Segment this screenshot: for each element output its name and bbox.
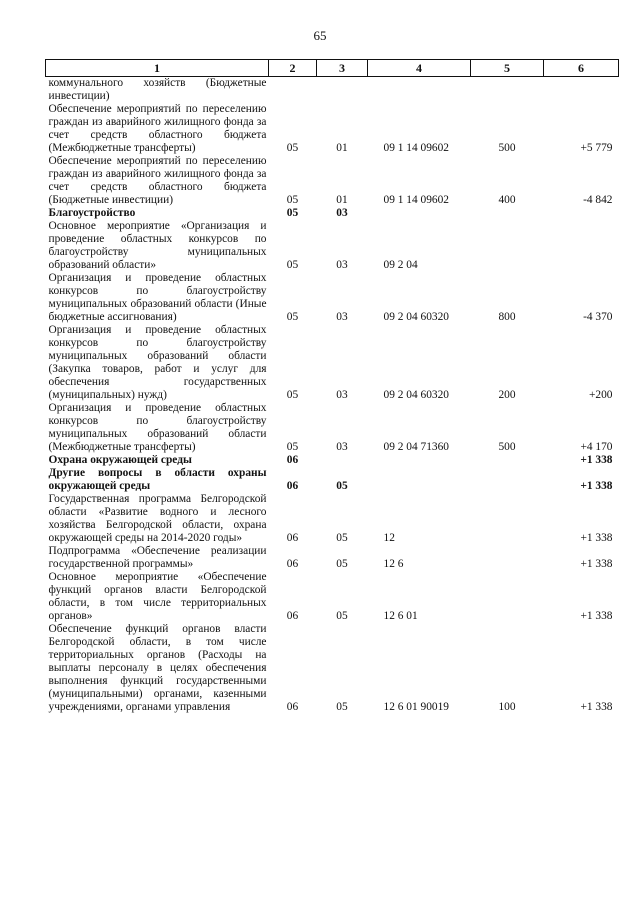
row-name: Другие вопросы в области охраны окружающей среды [48,467,267,492]
row-expense-type: 400 [498,194,516,206]
row-target-article: 09 2 04 60320 [383,389,449,401]
row-section: 06 [286,454,299,466]
row-amount: +1 338 [580,480,613,492]
table-row [46,272,619,324]
header-col-5: 5 [471,60,544,77]
row-target-article: 09 2 04 [383,259,418,271]
header-col-3: 3 [317,60,368,77]
row-section: 05 [286,142,299,154]
row-name: коммунального хозяйств (Бюджетные инвестиции) [48,77,267,102]
row-section: 06 [286,701,299,713]
row-expense-type [471,454,544,467]
row-name: Основное мероприятие «Организация и проведение областных конкурсов по благоустройству муниципальных образований области» [48,220,267,271]
row-section: 05 [286,311,299,323]
row-expense-type: 500 [498,142,516,154]
table-row [46,77,619,104]
row-amount: +1 338 [580,558,613,570]
row-expense-type: 100 [498,701,516,713]
row-section: 05 [286,194,299,206]
table-row [46,220,619,272]
row-section: 05 [286,441,299,453]
row-name: Организация и проведение областных конкурсов по благоустройству муниципальных образований области (Межбюджетные трансферты) [48,402,267,453]
row-name: Основное мероприятие «Обеспечение функций органов власти Белгородской области, в том числе территориальных органов» [48,571,267,622]
row-target-article: 09 1 14 09602 [383,142,449,154]
row-amount: -4 842 [583,194,613,206]
table-row [46,324,619,402]
row-target-article: 12 [383,532,395,544]
row-expense-type [471,571,544,623]
table-body [46,77,619,715]
table-row [46,493,619,545]
row-target-article [368,77,471,104]
row-name: Подпрограмма «Обеспечение реализации государственной программы» [48,545,267,570]
table-row [46,402,619,454]
row-name: Охрана окружающей среды [48,454,192,466]
row-subsection: 03 [336,207,348,219]
budget-table [45,59,619,714]
row-target-article [368,454,471,467]
table-row [46,103,619,155]
row-target-article [368,207,471,220]
row-amount [544,77,619,104]
row-subsection: 05 [336,610,348,622]
row-target-article: 09 1 14 09602 [383,194,449,206]
row-subsection: 05 [336,480,348,492]
row-subsection: 01 [336,194,348,206]
row-section: 06 [286,610,299,622]
row-name: Организация и проведение областных конкурсов по благоустройству муниципальных образований области (Иные бюджетные ассигнования) [48,272,267,323]
page-number: 65 [313,28,327,43]
row-subsection: 03 [336,389,348,401]
table-row [46,207,619,220]
row-subsection: 05 [336,558,348,570]
table-row [46,155,619,207]
row-expense-type: 800 [498,311,516,323]
row-section: 05 [286,259,299,271]
row-subsection: 05 [336,701,348,713]
header-col-6: 6 [544,60,619,77]
table-row [46,454,619,467]
row-section [269,77,317,104]
row-subsection: 03 [336,441,348,453]
row-expense-type: 200 [498,389,516,401]
row-amount: +1 338 [580,701,613,713]
row-section: 05 [286,207,299,219]
header-col-2: 2 [269,60,317,77]
row-subsection: 01 [336,142,348,154]
row-name: Государственная программа Белгородской области «Развитие водного и лесного хозяйства Белгородской области, охрана окружающей среды на 2014-2020 годы» [48,493,267,544]
table-row [46,545,619,571]
table-row [46,623,619,714]
row-expense-type [471,77,544,104]
row-expense-type [471,493,544,545]
row-expense-type [471,545,544,571]
row-subsection [317,77,368,104]
row-subsection: 05 [336,532,348,544]
row-expense-type [471,467,544,493]
header-col-4: 4 [368,60,471,77]
row-section: 06 [286,480,299,492]
row-amount: +1 338 [580,532,613,544]
row-amount [544,207,619,220]
row-expense-type [471,207,544,220]
row-amount: +5 779 [580,142,613,154]
row-section: 06 [286,532,299,544]
row-amount: +4 170 [580,441,613,453]
row-amount: -4 370 [583,311,613,323]
row-name: Обеспечение функций органов власти Белгородской области, в том числе территориальных органов (Расходы на выплаты персоналу в целях обеспечения выполнения функций государственными (муниципальными) органами, казенными учреждениями, органами управления [48,623,267,713]
header-col-1: 1 [46,60,269,77]
row-target-article: 12 6 01 [383,610,418,622]
row-amount: +200 [588,389,613,401]
table-row [46,467,619,493]
row-expense-type: 500 [498,441,516,453]
row-target-article: 12 6 [383,558,404,570]
row-amount: +1 338 [580,610,613,622]
row-target-article: 12 6 01 90019 [383,701,449,713]
row-name: Организация и проведение областных конкурсов по благоустройству муниципальных образований области (Закупка товаров, работ и услуг для обеспечения государственных (муниципальных) нужд) [48,324,267,401]
row-name: Благоустройство [48,207,136,219]
row-amount [544,220,619,272]
row-subsection [317,454,368,467]
row-expense-type [471,220,544,272]
row-target-article: 09 2 04 71360 [383,441,449,453]
table-row [46,571,619,623]
row-name: Обеспечение мероприятий по переселению граждан из аварийного жилищного фонда за счет средств областного бюджета (Бюджетные инвестиции) [48,155,267,206]
row-subsection: 03 [336,259,348,271]
row-section: 05 [286,389,299,401]
table-header [46,60,619,77]
row-target-article [368,467,471,493]
row-amount: +1 338 [580,454,613,466]
row-section: 06 [286,558,299,570]
row-name: Обеспечение мероприятий по переселению граждан из аварийного жилищного фонда за счет средств областного бюджета (Межбюджетные трансферты) [48,103,267,154]
row-subsection: 03 [336,311,348,323]
row-target-article: 09 2 04 60320 [383,311,449,323]
